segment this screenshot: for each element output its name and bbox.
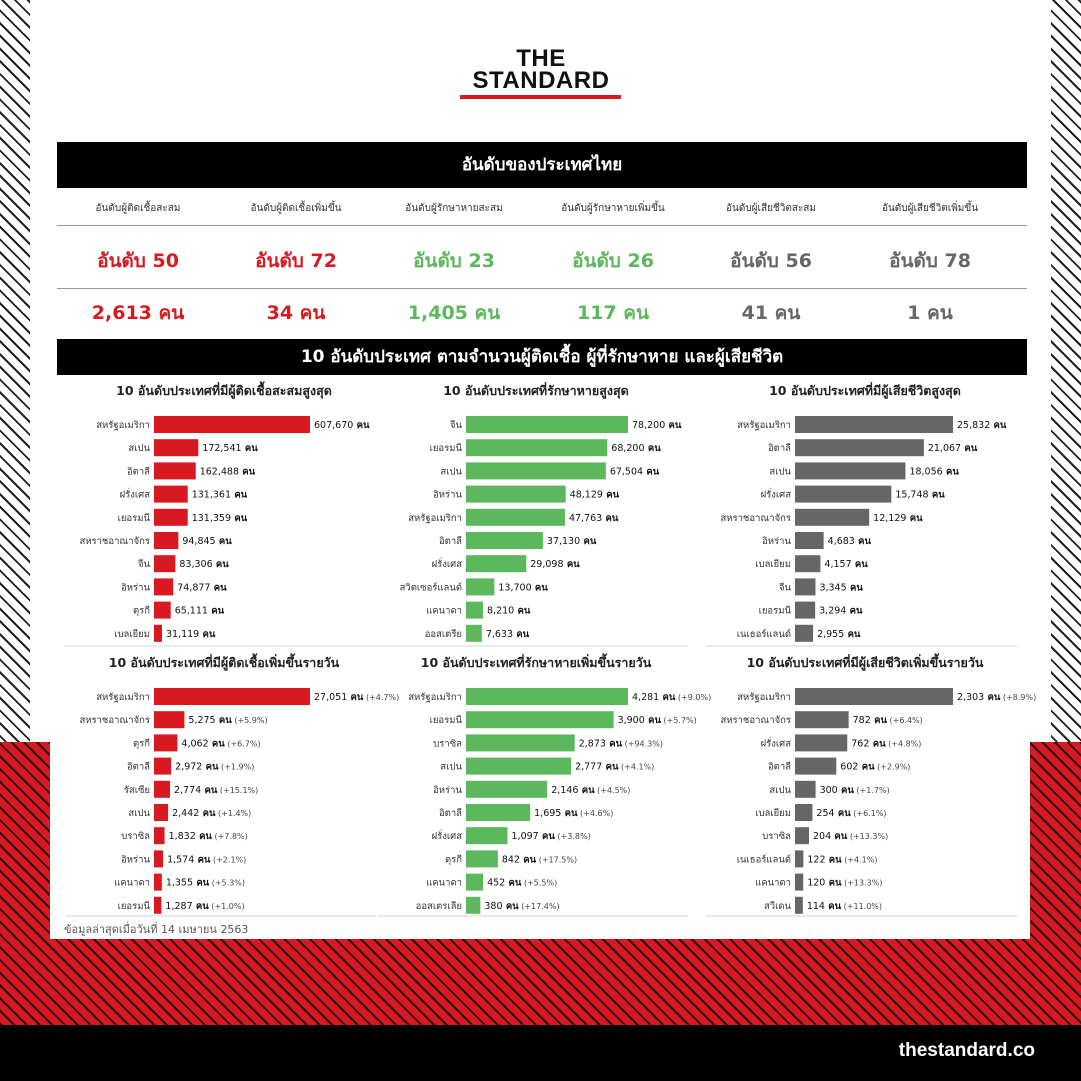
bar-value-label: 2,303 คน (+8.9%) [957, 692, 1037, 703]
bar [795, 897, 803, 914]
bar-value-label: 1,287 คน (+1.0%) [165, 900, 245, 912]
thai-rank-count: 2,613 คน [91, 302, 185, 324]
country-label: ออสเตรเลีย [415, 900, 462, 912]
bar [466, 874, 483, 891]
bar-value-label: 68,200 คน [611, 443, 661, 455]
bar-value-label: 67,504 คน [609, 466, 660, 478]
bar-value-label: 300 คน (+1.7%) [819, 784, 890, 796]
bar-value-label: 7,633 คน [485, 628, 530, 640]
bar-value-label: 37,130 คน [546, 536, 597, 547]
bar [795, 734, 847, 751]
bar [154, 734, 177, 751]
bar-value-label: 2,972 คน (+1.9%) [175, 761, 255, 773]
chart-title: 10 อันดับประเทศที่มีผู้เสียชีวิตสูงสุด [769, 383, 961, 398]
bar-value-label: 380 คน (+17.4%) [484, 900, 560, 912]
bar [795, 758, 836, 775]
brand-logo [460, 45, 622, 94]
logo-line-2: STANDARD [472, 67, 610, 94]
country-label: สหราชอาณาจักร [720, 715, 791, 727]
thai-rank-count: 117 คน [577, 302, 649, 324]
country-label: สวิตเซอร์แลนด์ [399, 582, 462, 594]
country-label: บราซิล [121, 831, 150, 843]
country-label: ตุรกี [132, 738, 150, 750]
country-label: อิตาลี [438, 808, 462, 819]
bar-value-label: 122 คน (+4.1%) [807, 854, 878, 866]
country-label: บราซิล [762, 831, 791, 843]
logo-underline [460, 95, 621, 99]
bar [154, 462, 196, 479]
country-label: เนเธอร์แลนด์ [736, 854, 791, 866]
bar-value-label: 2,442 คน (+1.4%) [172, 808, 252, 819]
country-label: อิหร่าน [433, 784, 462, 796]
bar-value-label: 2,955 คน [817, 628, 861, 640]
bar-value-label: 4,683 คน [827, 536, 872, 547]
thai-rank-count: 34 คน [266, 302, 326, 324]
country-label: สเปน [769, 784, 791, 796]
country-label: เยอรมนี [758, 605, 791, 617]
bar [795, 532, 824, 549]
thai-rank-label: อันดับผู้ติดเชื้อเพิ่มขึ้น [250, 203, 342, 214]
bar-value-label: 15,748 คน [895, 489, 945, 501]
thai-rank-label: อันดับผู้รักษาหายสะสม [405, 203, 503, 214]
bar [154, 555, 175, 572]
bar-value-label: 12,129 คน [873, 512, 923, 524]
country-label: เยอรมนี [117, 512, 150, 524]
country-label: เยอรมนี [429, 443, 462, 455]
bar [795, 781, 816, 798]
bar [154, 688, 310, 705]
bar [154, 532, 178, 549]
bar [466, 509, 565, 526]
country-label: สหราชอาณาจักร [79, 715, 150, 727]
bar [466, 462, 606, 479]
country-label: อิหร่าน [433, 489, 462, 501]
bar [466, 804, 530, 821]
chart-title: 10 อันดับประเทศที่รักษาหายสูงสุด [443, 383, 629, 398]
country-label: สเปน [440, 761, 462, 773]
country-label: บราซิล [433, 738, 462, 750]
bar-value-label: 8,210 คน [487, 605, 531, 617]
bar-value-label: 3,900 คน (+5.7%) [617, 715, 697, 727]
bar [466, 827, 508, 844]
thai-rank-label: อันดับผู้ติดเชื้อสะสม [95, 203, 181, 214]
bar-value-label: 1,574 คน (+2.1%) [167, 854, 247, 866]
bar [466, 625, 482, 642]
bar [466, 439, 607, 456]
bar [795, 462, 905, 479]
bar [154, 625, 162, 642]
bar-value-label: 25,832 คน [957, 420, 1007, 431]
country-label: เบลเยียม [755, 808, 791, 819]
country-label: อิตาลี [767, 443, 791, 455]
bar-value-label: 78,200 คน [632, 420, 682, 431]
country-label: อิหร่าน [762, 536, 791, 547]
bar-value-label: 47,763 คน [568, 512, 619, 524]
logo-line-1: THE [516, 45, 566, 72]
country-label: เบลเยียม [114, 628, 150, 640]
country-label: สหรัฐอเมริกา [96, 420, 150, 431]
country-label: ฝรั่งเศส [760, 489, 791, 501]
bar [795, 416, 953, 433]
bar-value-label: 2,777 คน (+4.1%) [575, 761, 655, 773]
main-panel [50, 138, 1037, 939]
bar [466, 711, 614, 728]
bar [154, 850, 163, 867]
bar [154, 874, 162, 891]
bar-value-label: 29,098 คน [530, 559, 580, 571]
country-label: อิตาลี [767, 761, 791, 773]
thai-rank-value: อันดับ 26 [572, 250, 654, 272]
bar [795, 486, 891, 503]
country-label: สหรัฐอเมริกา [96, 692, 150, 703]
thai-rank-count: 1,405 คน [407, 302, 501, 324]
bar-value-label: 2,873 คน (+94.3%) [578, 738, 664, 750]
bar-charts [50, 138, 1037, 939]
country-label: อิหร่าน [121, 582, 150, 594]
bar [466, 758, 571, 775]
thai-rank-count: 41 คน [741, 302, 801, 324]
country-label: สหรัฐอเมริกา [408, 512, 462, 524]
thai-rank-label: อันดับผู้เสียชีวิตสะสม [726, 203, 816, 214]
bar [466, 734, 575, 751]
bar [466, 416, 628, 433]
thai-rank-label: อันดับผู้เสียชีวิตเพิ่มขึ้น [881, 203, 979, 214]
country-label: อิตาลี [126, 466, 150, 478]
chart-title: 10 อันดับประเทศที่มีผู้ติดเชื้อเพิ่มขึ้นรายวัน [108, 655, 340, 670]
country-label: สหรัฐอเมริกา [408, 692, 462, 703]
top10-title: 10 อันดับประเทศ ตามจำนวนผู้ติดเชื้อ ผู้ที่รักษาหาย และผู้เสียชีวิต [57, 339, 1027, 375]
bar-value-label: 2,146 คน (+4.5%) [551, 784, 631, 796]
bar [795, 711, 849, 728]
thai-rank-value: อันดับ 50 [97, 250, 179, 272]
bar-value-label: 120 คน (+13.3%) [807, 877, 883, 889]
bar [154, 781, 170, 798]
country-label: แคนาดา [755, 877, 791, 889]
country-label: สหรัฐอเมริกา [737, 692, 791, 703]
bar [466, 688, 628, 705]
country-label: ตุรกี [444, 854, 462, 866]
bar-value-label: 1,097 คน (+3.8%) [511, 831, 591, 843]
bar [466, 532, 543, 549]
bar [154, 897, 161, 914]
country-label: สหรัฐอเมริกา [737, 420, 791, 431]
thai-rank-count: 1 คน [907, 302, 953, 324]
thai-ranking-title: อันดับของประเทศไทย [57, 142, 1027, 188]
bar-value-label: 31,119 คน [165, 628, 216, 640]
bar [466, 781, 547, 798]
bar-value-label: 18,056 คน [909, 466, 959, 478]
bar-value-label: 4,062 คน (+6.7%) [181, 738, 261, 750]
bar-value-label: 602 คน (+2.9%) [840, 761, 911, 773]
bar-value-label: 27,051 คน (+4.7%) [314, 692, 400, 703]
country-label: จีน [778, 582, 791, 594]
bar [795, 850, 803, 867]
bar [466, 578, 494, 595]
country-label: อิหร่าน [121, 854, 150, 866]
country-label: จีน [449, 420, 462, 431]
bar [795, 688, 953, 705]
footer-url: thestandard.co [898, 1040, 1035, 1061]
bar-value-label: 65,111 คน [174, 605, 225, 617]
bar-value-label: 452 คน (+5.5%) [487, 877, 558, 889]
bar [795, 804, 812, 821]
bar-value-label: 254 คน (+6.1%) [816, 808, 887, 819]
bar-value-label: 204 คน (+13.3%) [812, 831, 889, 843]
bar [466, 486, 566, 503]
thai-rank-label: อันดับผู้รักษาหายเพิ่มขึ้น [561, 203, 665, 214]
bar-value-label: 48,129 คน [569, 489, 620, 501]
bar-value-label: 5,275 คน (+5.9%) [188, 715, 268, 727]
bar [795, 555, 820, 572]
bar [466, 850, 498, 867]
country-label: รัสเซีย [123, 784, 150, 796]
bar-value-label: 3,345 คน [819, 582, 863, 594]
country-label: เยอรมนี [117, 900, 150, 912]
country-label: ฝรั่งเศส [119, 489, 150, 501]
bar [154, 711, 184, 728]
bar [466, 897, 480, 914]
bar [154, 758, 171, 775]
footer-bar [0, 1025, 1081, 1081]
bar-value-label: 131,359 คน [191, 512, 248, 524]
country-label: จีน [137, 559, 150, 571]
thai-rank-value: อันดับ 23 [413, 250, 495, 272]
country-label: สเปน [128, 808, 150, 819]
country-label: เนเธอร์แลนด์ [736, 628, 791, 640]
country-label: สวีเดน [763, 900, 791, 912]
bar-value-label: 782 คน (+6.4%) [852, 715, 923, 727]
bar-value-label: 94,845 คน [182, 536, 232, 547]
bar-value-label: 172,541 คน [202, 443, 258, 455]
country-label: ฝรั่งเศส [760, 738, 791, 750]
thai-rank-value: อันดับ 72 [255, 250, 337, 272]
bar-value-label: 162,488 คน [199, 466, 256, 478]
bar-value-label: 2,774 คน (+15.1%) [173, 784, 259, 796]
bar [795, 578, 815, 595]
bar [154, 578, 173, 595]
country-label: ออสเตรีย [424, 628, 462, 640]
bar-value-label: 83,306 คน [179, 559, 229, 571]
bar [154, 416, 310, 433]
country-label: ฝรั่งเศส [431, 559, 462, 571]
bar-value-label: 4,157 คน [824, 559, 868, 571]
bar-value-label: 1,832 คน (+7.8%) [168, 831, 248, 843]
bar-value-label: 1,355 คน (+5.3%) [165, 877, 246, 889]
data-date-note: ข้อมูลล่าสุดเมื่อวันที่ 14 เมษายน 2563 [64, 923, 249, 936]
country-label: ตุรกี [132, 605, 150, 617]
country-label: แคนาดา [114, 877, 150, 889]
bar [795, 625, 813, 642]
country-label: อิตาลี [126, 761, 150, 773]
country-label: สหราชอาณาจักร [720, 512, 791, 524]
chart-title: 10 อันดับประเทศที่รักษาหายเพิ่มขึ้นรายวัน [420, 655, 652, 670]
bar [466, 602, 483, 619]
bar-value-label: 1,695 คน (+4.6%) [534, 808, 614, 819]
country-label: เยอรมนี [429, 715, 462, 727]
country-label: แคนาดา [426, 877, 462, 889]
country-label: สเปน [440, 466, 462, 478]
bar [154, 509, 188, 526]
bar [466, 555, 526, 572]
country-label: เบลเยียม [755, 559, 791, 571]
bar [795, 827, 809, 844]
country-label: สเปน [128, 443, 150, 455]
bar [154, 486, 188, 503]
bar [795, 509, 869, 526]
bar-value-label: 762 คน (+4.8%) [851, 738, 922, 750]
bar [154, 439, 198, 456]
country-label: สเปน [769, 466, 791, 478]
bar-value-label: 607,670 คน [314, 420, 370, 431]
bar [795, 602, 815, 619]
bar [154, 602, 171, 619]
bar-value-label: 114 คน (+11.0%) [806, 900, 883, 912]
bar-value-label: 13,700 คน [498, 582, 548, 594]
bar-value-label: 3,294 คน [819, 605, 863, 617]
bar-value-label: 4,281 คน (+9.0%) [632, 692, 712, 703]
thai-rank-value: อันดับ 78 [889, 250, 971, 272]
chart-title: 10 อันดับประเทศที่มีผู้ติดเชื้อสะสมสูงสุด [116, 383, 332, 398]
bar-value-label: 21,067 คน [927, 443, 978, 455]
country-label: แคนาดา [426, 605, 462, 617]
bar-value-label: 74,877 คน [177, 582, 227, 594]
thai-rank-value: อันดับ 56 [730, 250, 812, 272]
country-label: ฝรั่งเศส [431, 831, 462, 843]
country-label: สหราชอาณาจักร [79, 536, 150, 547]
country-label: อิตาลี [438, 536, 462, 547]
bar [795, 874, 803, 891]
chart-title: 10 อันดับประเทศที่มีผู้เสียชีวิตเพิ่มขึ้นรายวัน [746, 655, 984, 670]
bar [154, 804, 168, 821]
bar [795, 439, 924, 456]
bar [154, 827, 165, 844]
bar-value-label: 131,361 คน [191, 489, 248, 501]
bar-value-label: 842 คน (+17.5%) [501, 854, 578, 866]
